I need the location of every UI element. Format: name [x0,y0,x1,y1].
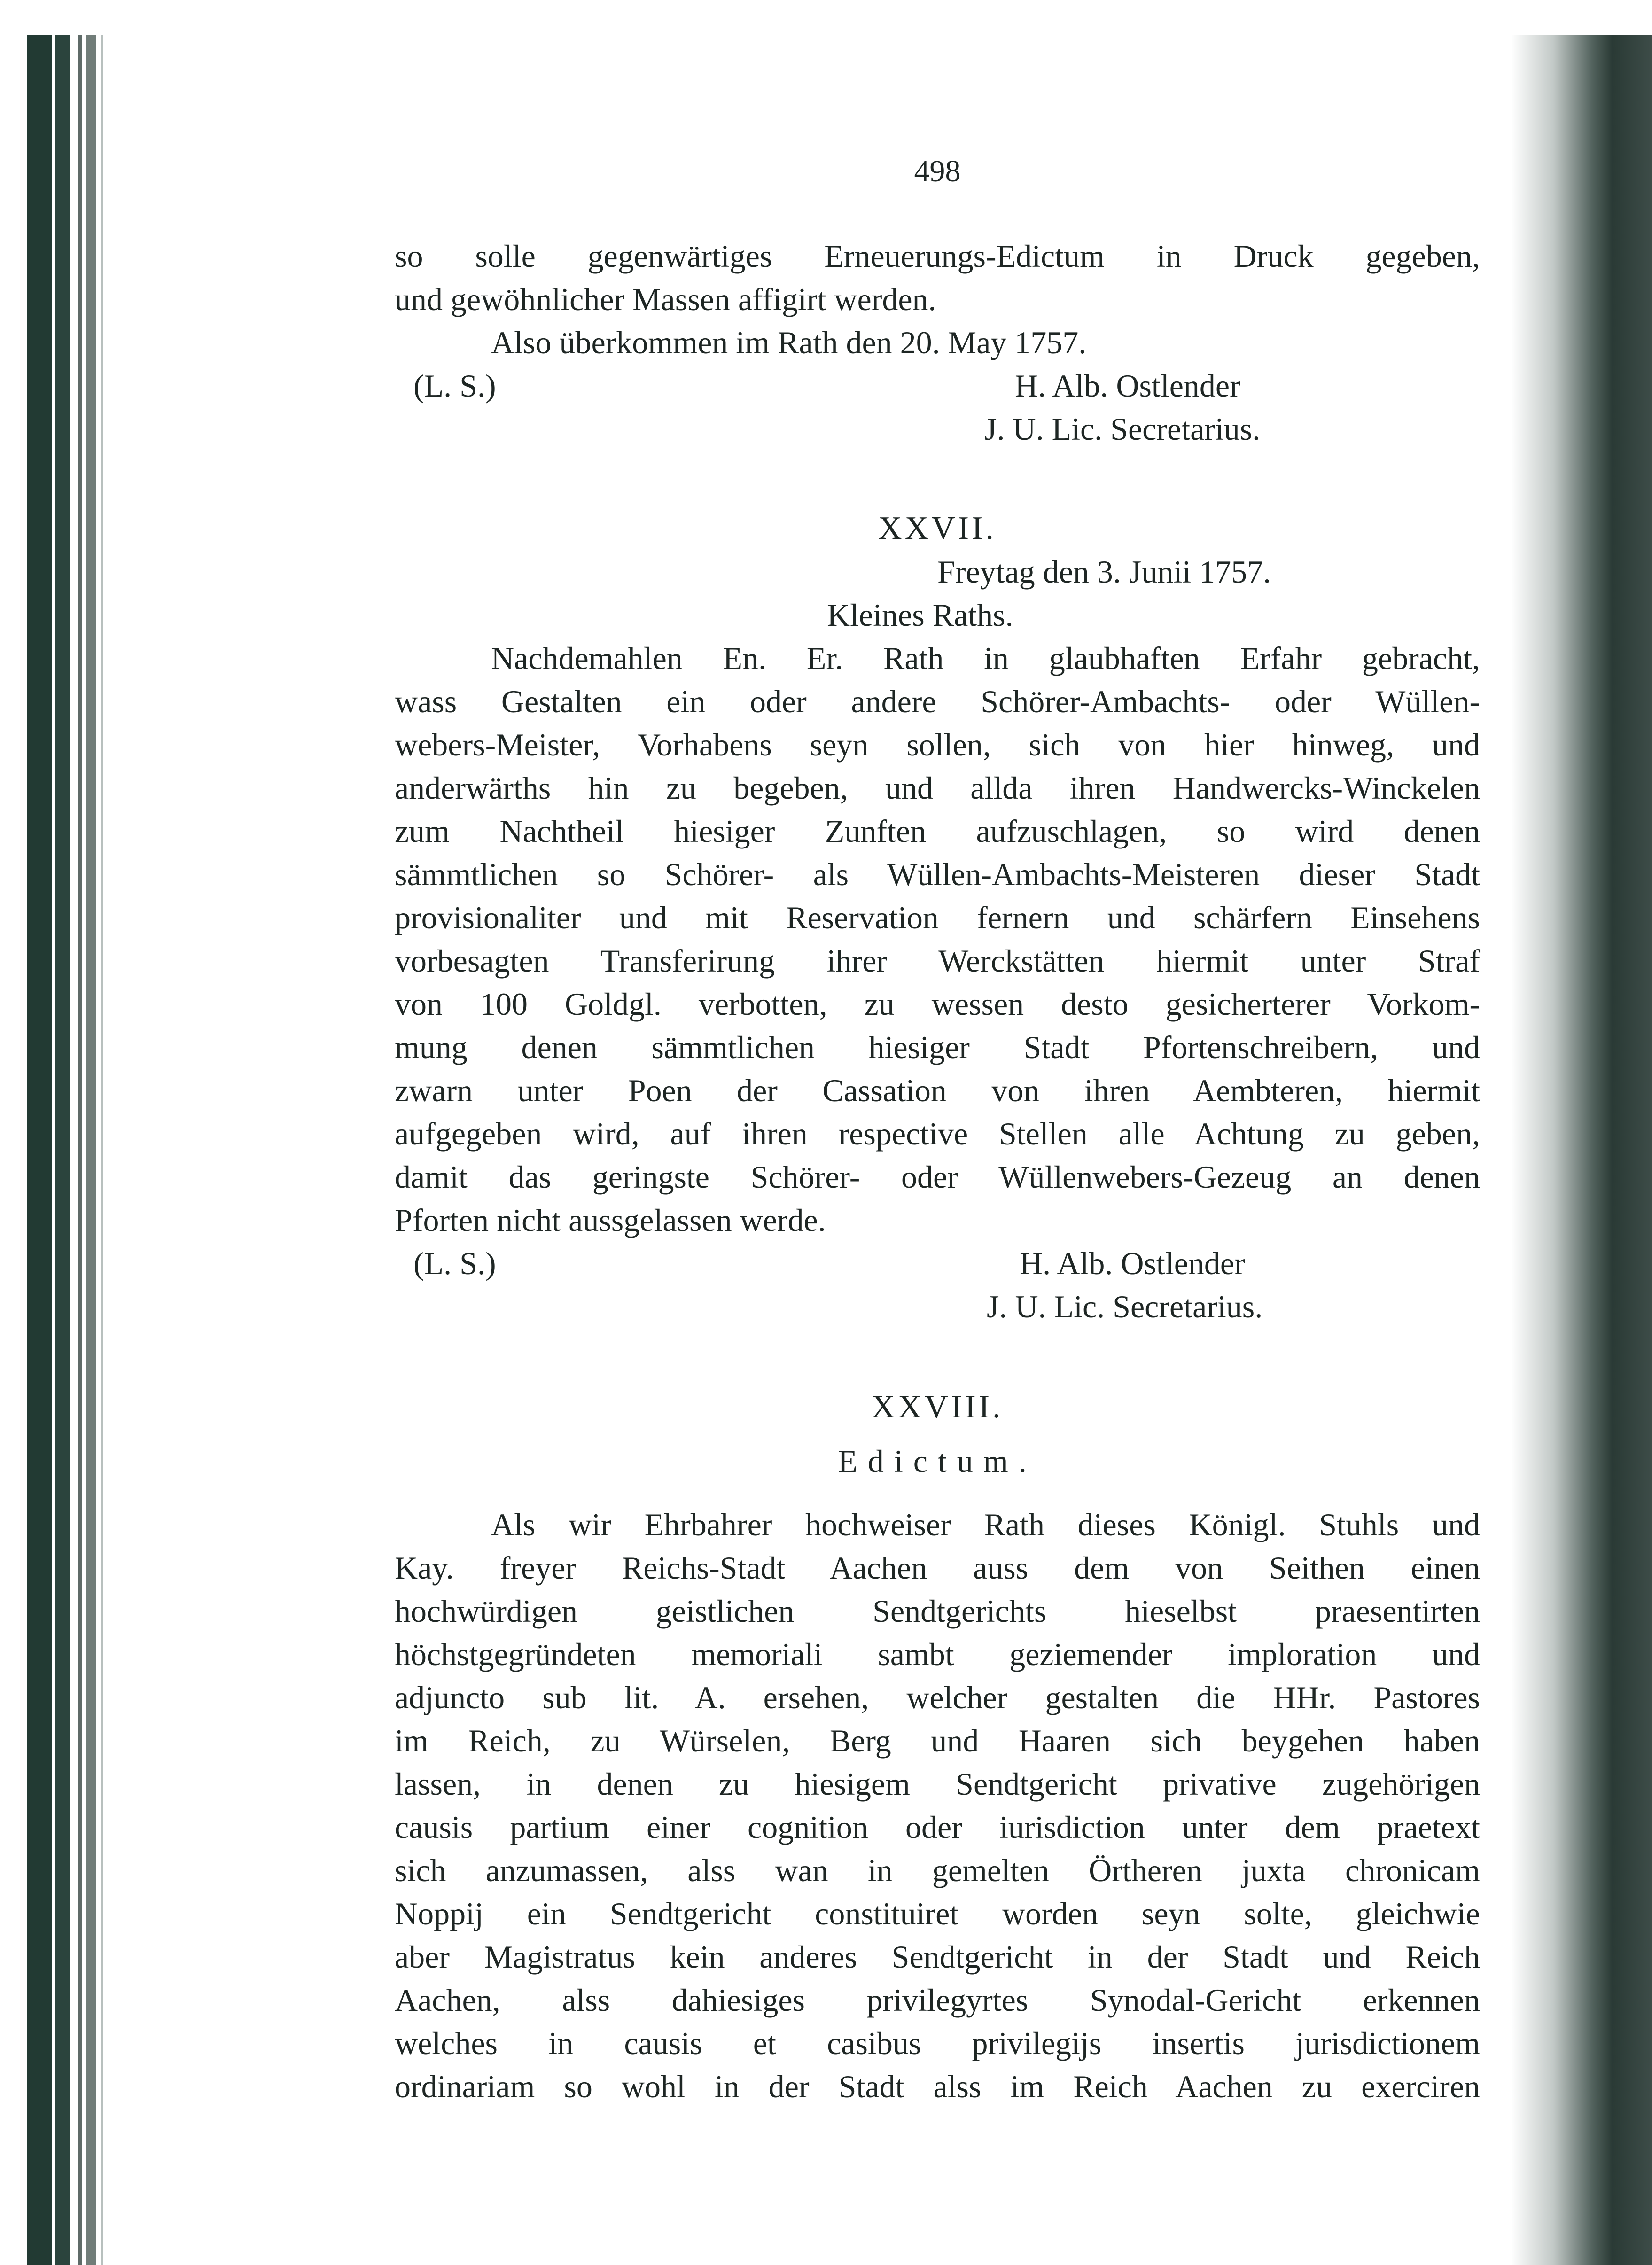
text-line: hochwürdigen geistlichen Sendtgerichts hieselbst praesentirten [395,1593,1480,1629]
signature-title: J. U. Lic. Secretarius. [987,1289,1263,1324]
text-line: anderwärths hin zu begeben, und allda ihren Handwercks-Winckelen [395,770,1480,806]
book-binding-shadow-left [0,0,122,2265]
text-line: aufgegeben wird, auf ihren respective Stellen alle Achtung zu geben, [395,1116,1480,1152]
text-line: Als wir Ehrbahrer hochweiser Rath dieses Königl. Stuhls und [491,1507,1480,1542]
text-line: wass Gestalten ein oder andere Schörer-Ambachts- oder Wüllen- [395,684,1480,719]
text-line: höchstgegründeten memoriali sambt geziemender imploration und [395,1636,1480,1672]
document-page [395,0,1480,2265]
text-line: Pforten nicht aussgelassen werde. [395,1202,826,1238]
signature-name: H. Alb. Ostlender [1020,1245,1245,1281]
seal-label: (L. S.) [413,368,496,404]
text-line: sich anzumassen, alss wan in gemelten Örtheren juxta chronicam [395,1852,1480,1888]
text-line: so solle gegenwärtiges Erneuerungs-Edictum in Druck gegeben, [395,238,1480,274]
book-gutter-shadow-right [1511,35,1652,2265]
text-line: welches in causis et casibus privilegijs insertis jurisdictionem [395,2025,1480,2061]
text-line: damit das geringste Schörer- oder Wüllenwebers-Gezeug an denen [395,1159,1480,1195]
signature-title: J. U. Lic. Secretarius. [984,411,1261,447]
section-number: XXVIII. [871,1389,1004,1425]
text-line: sämmtlichen so Schörer- als Wüllen-Ambachts-Meisteren dieser Stadt [395,856,1480,892]
text-line: im Reich, zu Würselen, Berg und Haaren sich beygehen haben [395,1723,1480,1759]
text-line: adjuncto sub lit. A. ersehen, welcher gestalten die HHr. Pastores [395,1680,1480,1715]
text-line: lassen, in denen zu hiesigem Sendtgericht privative zugehörigen [395,1766,1480,1802]
text-line: Kay. freyer Reichs-Stadt Aachen auss dem von Seithen einen [395,1550,1480,1586]
text-line: aber Magistratus kein anderes Sendtgericht in der Stadt und Reich [395,1939,1480,1975]
binding-stripe [78,35,82,2265]
page-number: 498 [914,154,961,188]
text-line: webers-Meister, Vorhabens seyn sollen, sich von hier hinweg, und [395,727,1480,763]
section-title: Edictum. [838,1443,1037,1479]
seal-label: (L. S.) [413,1245,496,1281]
binding-stripe [101,35,103,2265]
binding-stripe [86,35,96,2265]
text-line: provisionaliter und mit Reservation fernern und schärfern Einsehens [395,900,1480,935]
binding-stripe [27,35,52,2265]
signature-name: H. Alb. Ostlender [1015,368,1240,404]
binding-stripe [55,35,70,2265]
section-council: Kleines Raths. [827,597,1013,633]
text-line: von 100 Goldgl. verbotten, zu wessen desto gesicherterer Vorkom- [395,986,1480,1022]
text-line: causis partium einer cognition oder iurisdiction unter dem praetext [395,1809,1480,1845]
section-number: XXVII. [878,510,997,546]
text-line: ordinariam so wohl in der Stadt alss im Reich Aachen zu exerciren [395,2069,1480,2104]
text-line: Nachdemahlen En. Er. Rath in glaubhaften Erfahr gebracht, [491,640,1480,676]
text-line: zum Nachtheil hiesiger Zunften aufzuschlagen, so wird denen [395,813,1480,849]
closing-line: Also überkommen im Rath den 20. May 1757. [491,325,1087,360]
text-line: und gewöhnlicher Massen affigirt werden. [395,281,936,317]
text-line: mung denen sämmtlichen hiesiger Stadt Pfortenschreibern, und [395,1029,1480,1065]
section-date: Freytag den 3. Junii 1757. [937,554,1271,590]
text-line: Aachen, alss dahiesiges privilegyrtes Synodal-Gericht erkennen [395,1982,1480,2018]
text-line: zwarn unter Poen der Cassation von ihren Aembteren, hiermit [395,1073,1480,1108]
text-line: Noppij ein Sendtgericht constituiret worden seyn solte, gleichwie [395,1896,1480,1931]
text-line: vorbesagten Transferirung ihrer Werckstätten hiermit unter Straf [395,943,1480,979]
